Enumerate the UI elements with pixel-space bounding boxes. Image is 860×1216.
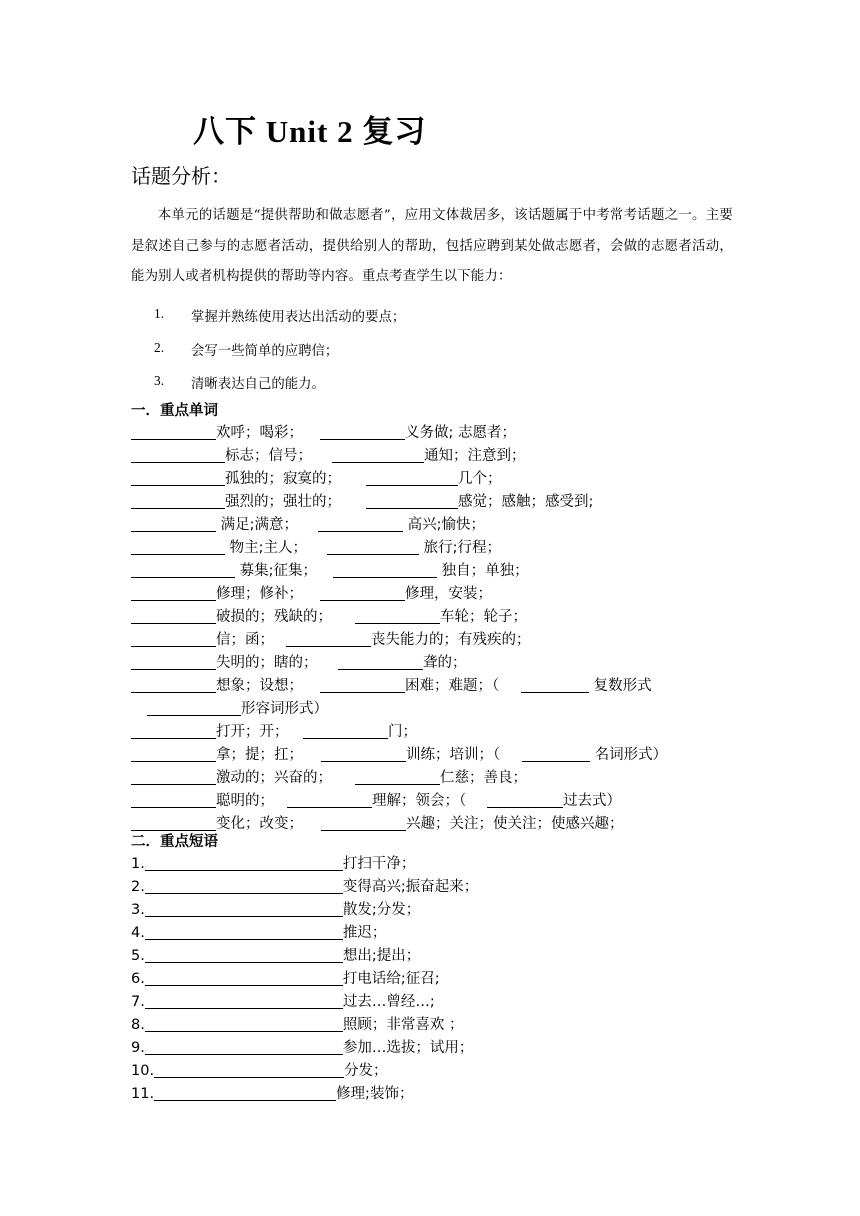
vocab-meaning: 拿；提；扛； [216,747,303,763]
vocab-meaning: 想象；设想； [216,678,303,694]
vocab-meaning: 强烈的；强壮的； [225,494,341,510]
answer-blank[interactable] [131,768,216,785]
requirement-number: 2. [154,340,165,355]
answer-blank[interactable] [145,946,343,963]
phrase-row [131,990,435,1011]
vocab-meaning: 聋的； [423,655,467,671]
phrase-number: 9. [131,1040,145,1056]
vocab-form-note: 过去式） [563,793,621,809]
phrase-row [131,944,420,965]
phrase-number: 5. [131,948,145,964]
answer-blank[interactable] [287,791,372,808]
phrase-number: 6. [131,971,145,987]
vocab-meaning: 修理，安装； [405,586,492,602]
answer-blank[interactable] [145,923,343,940]
answer-blank[interactable] [131,584,216,601]
vocab-meaning: 通知；注意到； [424,448,526,464]
answer-blank[interactable] [327,538,419,555]
answer-blank[interactable] [131,469,225,486]
phrase-row [131,875,478,896]
phrase-meaning: 参加…选拔；试用； [342,1040,474,1056]
phrase-number: 3. [131,902,145,918]
answer-blank[interactable] [355,607,440,624]
answer-blank[interactable] [147,699,241,716]
vocab-meaning: 训练；培训；（ [406,747,501,763]
requirement-number: 3. [154,373,165,388]
vocab-meaning: 旅行;行程； [419,540,501,556]
answer-blank[interactable] [321,745,406,762]
answer-blank[interactable] [131,538,225,555]
answer-blank[interactable] [145,854,343,871]
answer-blank[interactable] [131,791,216,808]
phrase-meaning: 分发； [344,1063,388,1079]
answer-blank[interactable] [145,969,343,986]
answer-blank[interactable] [303,722,388,739]
answer-blank[interactable] [131,446,225,463]
vocab-meaning: 仁慈；善良； [440,770,527,786]
phrase-number: 7. [131,994,145,1010]
answer-blank[interactable] [355,768,440,785]
answer-blank[interactable] [320,676,405,693]
phrase-meaning: 修理;装饰； [336,1086,414,1102]
answer-blank[interactable] [286,630,371,647]
answer-blank[interactable] [366,469,458,486]
topic-analysis-heading: 话题分析： [131,164,231,188]
phrase-meaning: 打扫干净； [342,856,416,872]
answer-blank[interactable] [131,630,216,647]
section-heading-vocabulary: 一．重点单词 [131,403,218,419]
vocab-meaning: 满足;满意； [216,517,298,533]
phrase-meaning: 变得高兴;振奋起来； [342,879,479,895]
page-title: 八下 Unit 2 复习 [193,114,427,149]
intro-paragraph: 本单元的话题是“提供帮助和做志愿者”，应用文体裁居多，该话题属于中考常考话题之一。主要是叙述自己参与的志愿者活动，提供给别人的帮助，包括应聘到某处做志愿者，会做的志愿者活动，能为别人或者机构提供的帮助等内容。重点考查学生以下能力： [131,208,733,284]
answer-blank[interactable] [321,814,406,831]
phrase-row [131,1036,473,1057]
answer-blank[interactable] [131,676,216,693]
answer-blank[interactable] [131,561,235,578]
vocab-meaning: 标志；信号； [225,448,312,464]
answer-blank[interactable] [131,722,216,739]
vocab-meaning: 欢呼；喝彩； [216,425,303,441]
answer-blank[interactable] [131,492,225,509]
vocab-form-note: 复数形式 [589,678,652,694]
vocab-meaning: 义务做; 志愿者； [405,425,516,441]
vocab-meaning: 信；函； [216,632,274,648]
vocab-form-note: 名词形式） [590,747,668,763]
answer-blank[interactable] [332,446,424,463]
phrase-meaning: 打电话给;征召; [342,971,440,987]
answer-blank[interactable] [320,584,405,601]
phrase-number: 11. [131,1086,155,1102]
answer-blank[interactable] [131,653,216,670]
answer-blank[interactable] [333,561,437,578]
vocab-meaning: 物主;主人； [225,540,307,556]
answer-blank[interactable] [131,745,216,762]
answer-blank[interactable] [145,992,343,1009]
answer-blank[interactable] [320,423,405,440]
phrase-meaning: 照顾；非常喜欢 ； [342,1017,464,1033]
vocab-meaning: 破损的；残缺的； [216,609,332,625]
answer-blank[interactable] [131,515,216,532]
vocab-meaning: 理解；领会；（ [372,793,467,809]
phrase-number: 10. [131,1063,155,1079]
requirement-text: 掌握并熟练使用表达出活动的要点； [191,310,406,325]
vocab-meaning: 感觉；感触；感受到; [458,494,594,510]
answer-blank[interactable] [521,676,589,693]
answer-blank[interactable] [318,515,403,532]
phrase-row [131,1059,388,1080]
answer-blank[interactable] [338,653,423,670]
vocab-meaning: 孤独的；寂寞的； [225,471,341,487]
answer-blank[interactable] [145,1015,343,1032]
phrase-meaning: 推迟； [342,925,387,941]
vocab-form-note: 形容词形式） [241,701,328,717]
vocab-meaning: 丧失能力的；有残疾的； [371,632,531,648]
requirement-number: 1. [154,306,165,321]
phrase-number: 1. [131,856,145,872]
phrase-row [131,898,420,919]
vocab-meaning: 募集;征集； [235,563,317,579]
vocab-meaning: 聪明的； [216,793,274,809]
phrase-meaning: 过去…曾经…; [342,994,435,1010]
vocab-meaning: 修理；修补； [216,586,303,602]
requirement-text: 会写一些简单的应聘信； [191,344,339,359]
vocab-meaning: 兴趣；关注；使关注；使感兴趣； [406,816,624,832]
vocab-meaning: 困难；难题；（ [405,678,500,694]
vocab-meaning: 门； [388,724,417,740]
phrase-meaning: 散发;分发； [342,902,421,918]
phrase-row [131,852,415,873]
answer-blank[interactable] [145,900,343,917]
phrase-number: 8. [131,1017,145,1033]
vocab-meaning: 车轮；轮子； [440,609,527,625]
answer-blank[interactable] [145,877,343,894]
vocab-meaning: 失明的；瞎的； [216,655,318,671]
vocab-meaning: 高兴;愉快； [403,517,485,533]
answer-blank[interactable] [522,745,590,762]
phrase-number: 2. [131,879,145,895]
phrase-row [131,1013,463,1034]
answer-blank[interactable] [366,492,458,509]
phrase-number: 4. [131,925,145,941]
vocab-meaning: 独自；单独； [437,563,529,579]
section-heading-phrases: 二．重点短语 [131,834,218,850]
phrase-meaning: 想出;提出； [342,948,421,964]
vocab-meaning: 打开；开； [216,724,289,740]
answer-blank[interactable] [131,814,216,831]
vocab-meaning: 变化；改变； [216,816,303,832]
answer-blank[interactable] [145,1038,343,1055]
vocab-meaning: 激动的；兴奋的； [216,770,332,786]
answer-blank[interactable] [131,607,216,624]
requirement-text: 清晰表达自己的能力。 [191,377,325,392]
answer-blank[interactable] [154,1084,336,1101]
vocab-meaning: 几个； [458,471,502,487]
answer-blank[interactable] [487,791,563,808]
answer-blank[interactable] [131,423,216,440]
phrase-row [131,1082,413,1103]
phrase-row [131,967,440,988]
phrase-row [131,921,386,942]
answer-blank[interactable] [154,1061,344,1078]
